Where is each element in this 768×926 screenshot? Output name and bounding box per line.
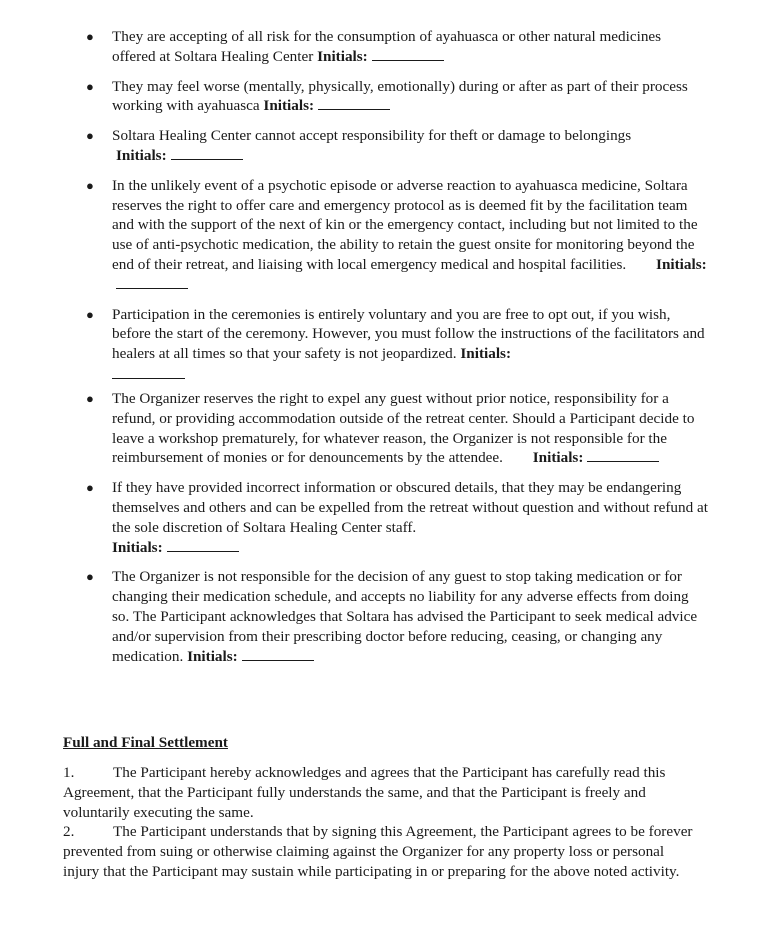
bullet-item-voluntary-participation xyxy=(0,305,708,379)
bullet-item-feel-worse xyxy=(0,77,708,117)
initials-label: Initials: xyxy=(460,345,512,363)
initials-field[interactable] xyxy=(112,364,185,379)
bullet-text: They may feel worse (mentally, physically, emotionally) during or after as part of their process working with ayahuasca xyxy=(112,77,688,115)
bullet-text: In the unlikely event of a psychotic episode or adverse reaction to ayahuasca medicine, Soltara reserves the right to offer care and emergency protocol as is deemed fit by the facilitation team and with the support of the next of kin or the emergency contact, including but not limited to the use of anti-psychotic medication, the ability to retain the guest onsite for monitoring beyond the end of their retreat, and liaising with local emergency medical and hospital facilities. xyxy=(112,176,698,273)
bullet-icon: ● xyxy=(86,128,94,144)
settlement-item-1 xyxy=(63,763,703,822)
bullet-text: The Organizer is not responsible for the decision of any guest to stop taking medication or for changing their medication schedule, and accepts no liability for any adverse effects from doing so. The Participant acknowledges that Soltara has advised the Participant to seek medical advice and/or supervision from their prescribing doctor before reducing, ceasing, or changing any medication. xyxy=(112,568,698,665)
initials-label: Initials: xyxy=(532,449,584,467)
section-title-full-and-final-settlement: Full and Final Settlement xyxy=(63,734,228,751)
bullet-item-belongings xyxy=(0,126,708,166)
initials-label: Initials: xyxy=(112,538,163,556)
bullet-icon: ● xyxy=(86,78,94,94)
initials-label: Initials: xyxy=(263,97,315,115)
bullet-icon: ● xyxy=(86,29,94,44)
settlement-item-2 xyxy=(63,822,703,881)
settlement-numbered-list xyxy=(63,763,703,882)
bullet-item-incorrect-information xyxy=(0,478,708,557)
initials-field[interactable] xyxy=(372,48,444,61)
bullet-text: If they have provided incorrect information or obscured details, that they may be endangering themselves and others and can be expelled from the retreat without question and without refund at the sole discretion of Soltara Healing Center staff. xyxy=(112,479,708,536)
bullet-text: Participation in the ceremonies is entirely voluntary and you are free to opt out, if you wish, before the start of the ceremony. However, you must follow the instructions of the facilitators and healers at all times so that your safety is not jeopardized. xyxy=(112,305,705,363)
initials-field[interactable] xyxy=(171,147,243,160)
bullet-item-psychotic-episode xyxy=(0,176,708,295)
bullet-text: Soltara Healing Center cannot accept responsibility for theft or damage to belongings xyxy=(112,127,632,145)
initials-field[interactable] xyxy=(318,97,390,110)
initials-field[interactable] xyxy=(587,449,659,462)
bullet-text: They are accepting of all risk for the consumption of ayahuasca or other natural medicines offered at Soltara Healing Center xyxy=(112,28,662,65)
item-number: 1. xyxy=(63,764,75,781)
initials-field[interactable] xyxy=(167,539,239,552)
initials-label: Initials: xyxy=(116,146,167,164)
bullet-icon: ● xyxy=(86,177,94,193)
initials-field[interactable] xyxy=(242,648,314,661)
item-text: The Participant hereby acknowledges and agrees that the Participant has carefully read this Agreement, that the Participant fully understands the same, and that the Participant is freely and voluntarily executing the same. xyxy=(63,764,666,821)
bullet-item-medication xyxy=(0,567,708,666)
initials-label: Initials: xyxy=(317,47,368,65)
bullet-icon: ● xyxy=(86,480,94,496)
waiver-bullet-list xyxy=(0,27,768,676)
initials-label: Initials: xyxy=(656,255,707,273)
bullet-text: The Organizer reserves the right to expel any guest without prior notice, responsibility for a refund, or providing accommodation outside of the retreat center. Should a Participant decide to leave a workshop prematurely, for whatever reason, the Organizer is not responsible for the reimbursement of monies or for denouncements by the attendee. xyxy=(112,389,695,467)
bullet-icon: ● xyxy=(86,390,94,406)
bullet-icon: ● xyxy=(86,569,94,585)
item-number: 2. xyxy=(63,823,75,841)
bullet-item-risk-acceptance xyxy=(0,27,708,67)
initials-label: Initials: xyxy=(187,647,238,665)
bullet-item-expulsion xyxy=(0,389,708,468)
item-text: The Participant understands that by signing this Agreement, the Participant agrees to be forever prevented from suing or otherwise claiming against the Organizer for any property loss or personal injury that the Participant may sustain while participating in or preparing for the above noted activity. xyxy=(63,823,693,880)
initials-field[interactable] xyxy=(116,276,188,289)
bullet-icon: ● xyxy=(86,306,94,322)
